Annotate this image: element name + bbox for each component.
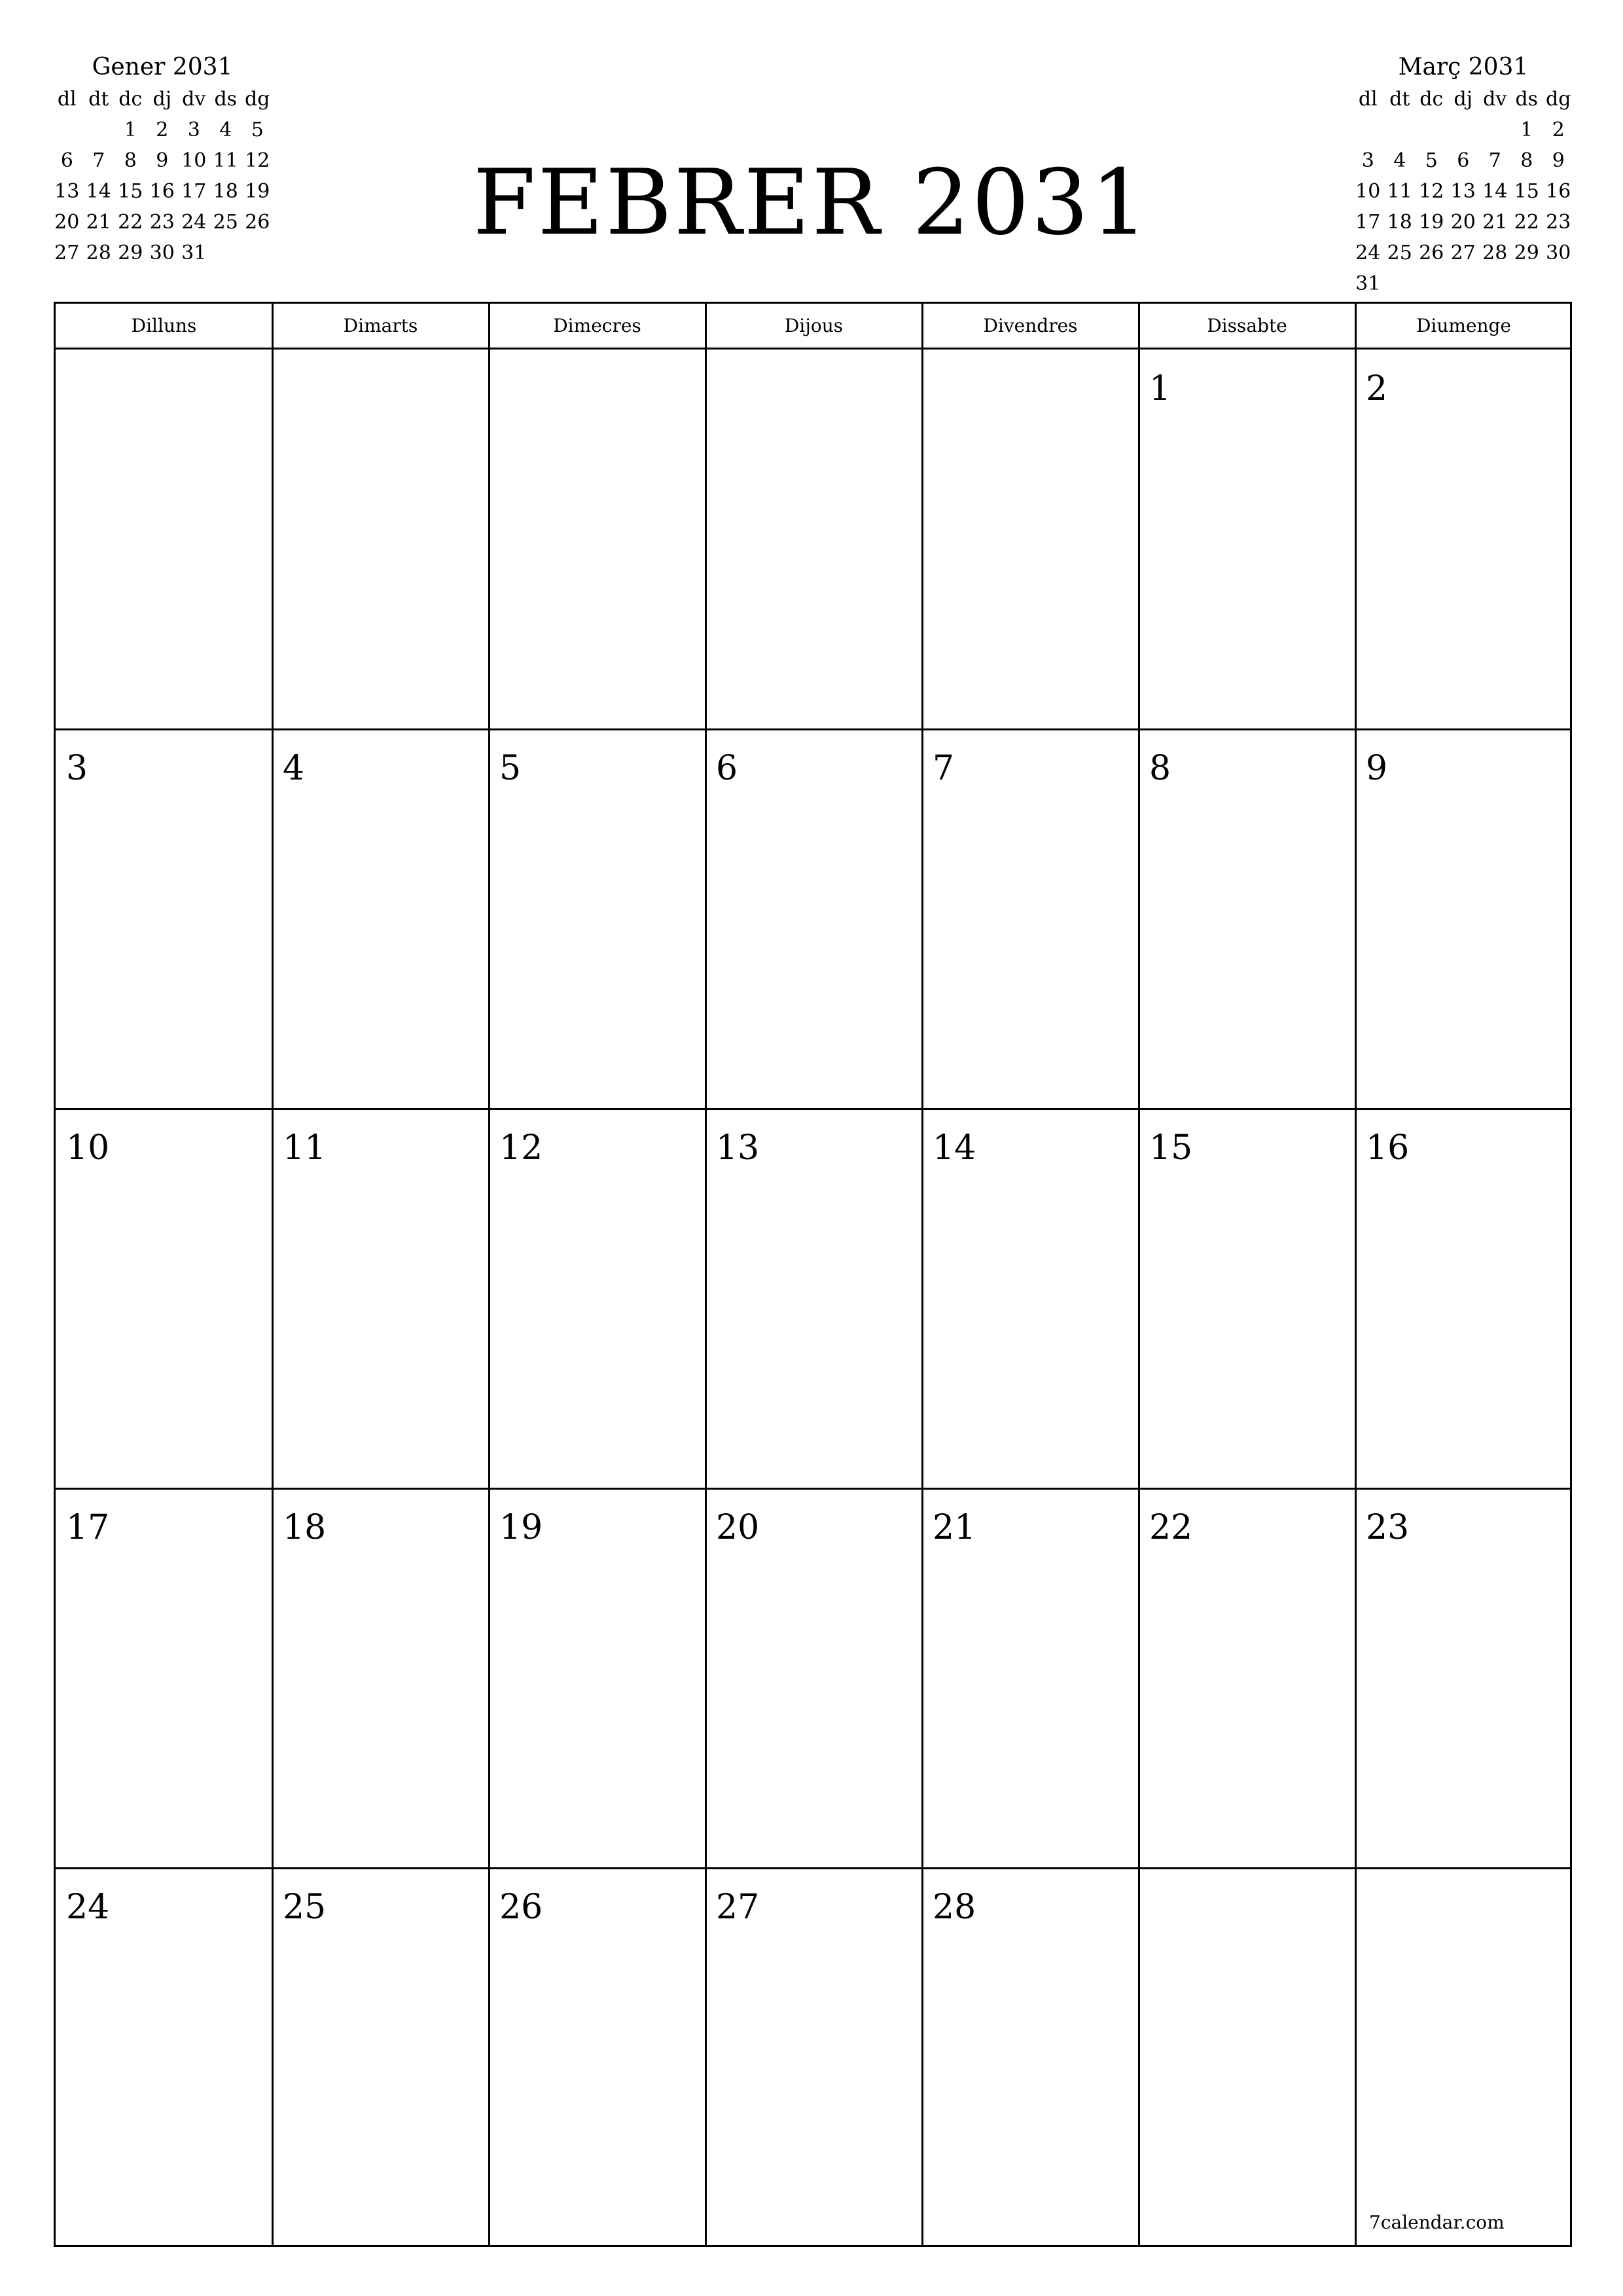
day-number: 16 (1366, 1128, 1410, 1168)
day-cell[interactable] (56, 1868, 272, 2248)
day-cell[interactable] (922, 1109, 1139, 1488)
mini-day: 5 (251, 118, 264, 141)
mini-calendar-title: Març 2031 (1398, 54, 1529, 81)
day-cell[interactable] (922, 1488, 1139, 1868)
mini-day: 18 (213, 180, 238, 203)
mini-weekday-label: dj (1454, 88, 1472, 111)
credit-text: 7calendar.com (1369, 2212, 1505, 2233)
mini-day: 17 (1355, 211, 1381, 234)
mini-day: 3 (187, 118, 200, 141)
mini-day (1511, 268, 1543, 299)
day-cell[interactable] (1139, 729, 1355, 1109)
weekday-header: Dimecres (553, 315, 641, 336)
mini-day (1543, 268, 1575, 299)
day-cell[interactable] (1355, 1109, 1572, 1488)
day-number: 5 (499, 749, 522, 788)
weekday-header: Dijous (784, 315, 844, 336)
day-number: 3 (66, 749, 88, 788)
mini-day: 19 (1419, 211, 1444, 234)
mini-day: 18 (1387, 211, 1412, 234)
mini-day: 13 (1450, 180, 1476, 203)
mini-day: 24 (181, 211, 207, 234)
mini-calendar-title: Gener 2031 (92, 54, 233, 81)
mini-day: 11 (1387, 180, 1412, 203)
mini-day (1416, 115, 1448, 145)
day-number: 4 (283, 749, 305, 788)
day-cell[interactable] (705, 1868, 922, 2248)
mini-day: 16 (149, 180, 175, 203)
weekday-header: Divendres (983, 315, 1078, 336)
day-number: 10 (66, 1128, 110, 1168)
mini-day: 1 (124, 118, 137, 141)
day-cell[interactable] (1139, 350, 1355, 729)
day-number: 26 (499, 1888, 543, 1927)
mini-day: 12 (1419, 180, 1444, 203)
day-cell[interactable] (922, 1868, 1139, 2248)
day-number: 18 (283, 1508, 327, 1547)
day-number: 23 (1366, 1508, 1410, 1547)
mini-day: 23 (1546, 211, 1571, 234)
day-cell[interactable] (1139, 1488, 1355, 1868)
day-cell[interactable] (1355, 350, 1572, 729)
day-number: 22 (1149, 1508, 1193, 1547)
day-number: 7 (933, 749, 955, 788)
day-cell[interactable] (56, 729, 272, 1109)
mini-calendar-grid (1352, 84, 1575, 299)
day-cell[interactable] (489, 1868, 705, 2248)
day-cell[interactable] (272, 1868, 489, 2248)
day-number: 8 (1149, 749, 1171, 788)
day-number: 24 (66, 1888, 110, 1927)
mini-day: 6 (1457, 149, 1470, 172)
mini-day: 9 (1552, 149, 1565, 172)
mini-day: 7 (92, 149, 105, 172)
day-cell[interactable] (705, 729, 922, 1109)
mini-day: 27 (54, 242, 80, 264)
mini-day: 10 (1355, 180, 1381, 203)
mini-day: 8 (1520, 149, 1533, 172)
day-number: 9 (1366, 749, 1388, 788)
mini-weekday-label: dl (57, 88, 77, 111)
mini-weekday-label: dv (1483, 88, 1507, 111)
day-number: 6 (716, 749, 738, 788)
mini-calendar-previous (51, 51, 274, 268)
mini-day: 21 (1482, 211, 1508, 234)
mini-weekday-label: dg (1546, 88, 1571, 111)
mini-day: 26 (245, 211, 270, 234)
mini-day: 29 (1514, 242, 1539, 264)
mini-day: 14 (86, 180, 111, 203)
month-grid (54, 302, 1572, 2247)
day-number: 25 (283, 1888, 327, 1927)
mini-day: 28 (1482, 242, 1508, 264)
day-cell[interactable] (272, 729, 489, 1109)
mini-day: 10 (181, 149, 207, 172)
mini-weekday-label: dt (88, 88, 109, 111)
mini-day: 20 (1450, 211, 1476, 234)
mini-day: 28 (86, 242, 111, 264)
day-cell[interactable] (272, 1109, 489, 1488)
day-number: 12 (499, 1128, 543, 1168)
page-title: FEBRER 2031 (473, 150, 1150, 255)
mini-weekday-label: ds (1515, 88, 1539, 111)
mini-weekday-label: dl (1358, 88, 1378, 111)
day-number: 11 (283, 1128, 327, 1168)
day-cell[interactable] (1139, 1109, 1355, 1488)
mini-day (241, 238, 274, 268)
mini-day: 17 (181, 180, 207, 203)
mini-day (1448, 115, 1480, 145)
day-cell[interactable] (705, 1109, 922, 1488)
mini-day (210, 238, 242, 268)
mini-weekday-label: dc (118, 88, 143, 111)
mini-day (1384, 268, 1416, 299)
mini-day: 14 (1482, 180, 1508, 203)
mini-day: 20 (54, 211, 80, 234)
mini-day: 24 (1355, 242, 1381, 264)
day-number: 21 (933, 1508, 976, 1547)
day-cell[interactable] (1355, 1868, 1572, 2248)
day-cell[interactable] (922, 729, 1139, 1109)
mini-day: 25 (1387, 242, 1412, 264)
mini-day (1479, 268, 1511, 299)
day-cell[interactable] (272, 1488, 489, 1868)
mini-day: 6 (60, 149, 73, 172)
day-cell[interactable] (489, 1109, 705, 1488)
mini-day: 30 (1546, 242, 1571, 264)
mini-day: 15 (1514, 180, 1539, 203)
mini-weekday-label: dc (1419, 88, 1444, 111)
mini-day (83, 115, 115, 145)
mini-day (1352, 115, 1384, 145)
mini-day: 12 (245, 149, 270, 172)
mini-day: 2 (1552, 118, 1565, 141)
mini-day: 27 (1450, 242, 1476, 264)
mini-weekday-label: dj (152, 88, 171, 111)
mini-day: 5 (1425, 149, 1438, 172)
day-number: 17 (66, 1508, 110, 1547)
day-number: 13 (716, 1128, 760, 1168)
mini-weekday-label: dg (245, 88, 270, 111)
mini-day: 1 (1520, 118, 1533, 141)
mini-day: 8 (124, 149, 137, 172)
mini-day (51, 115, 83, 145)
day-cell[interactable] (1355, 1488, 1572, 1868)
mini-day: 2 (156, 118, 169, 141)
mini-day: 16 (1546, 180, 1571, 203)
day-cell[interactable] (489, 1488, 705, 1868)
mini-day (1479, 115, 1511, 145)
mini-weekday-label: ds (214, 88, 238, 111)
day-cell[interactable] (272, 350, 489, 729)
mini-day (1384, 115, 1416, 145)
mini-day: 26 (1419, 242, 1444, 264)
day-number: 28 (933, 1888, 976, 1927)
day-cell[interactable] (1139, 1868, 1355, 2248)
day-number: 2 (1366, 369, 1388, 408)
day-cell[interactable] (922, 350, 1139, 729)
day-cell[interactable] (56, 350, 272, 729)
mini-day: 4 (1393, 149, 1406, 172)
mini-day: 30 (149, 242, 175, 264)
mini-day: 22 (1514, 211, 1539, 234)
day-number: 15 (1149, 1128, 1193, 1168)
weekday-header: Dissabte (1207, 315, 1287, 336)
weekday-header: Dimarts (343, 315, 418, 336)
day-number: 19 (499, 1508, 543, 1547)
mini-weekday-label: dv (182, 88, 206, 111)
mini-day: 23 (149, 211, 175, 234)
day-number: 20 (716, 1508, 760, 1547)
mini-day: 15 (118, 180, 143, 203)
mini-day: 22 (118, 211, 143, 234)
mini-day: 9 (156, 149, 169, 172)
day-cell[interactable] (705, 1488, 922, 1868)
mini-day: 21 (86, 211, 111, 234)
mini-day: 13 (54, 180, 80, 203)
day-number: 1 (1149, 369, 1171, 408)
mini-day: 7 (1488, 149, 1501, 172)
weekday-header: Diumenge (1416, 315, 1512, 336)
mini-calendar-grid (51, 84, 274, 268)
mini-day: 25 (213, 211, 238, 234)
day-number: 14 (933, 1128, 976, 1168)
day-cell[interactable] (705, 350, 922, 729)
day-cell[interactable] (489, 729, 705, 1109)
weekday-header-row (56, 304, 1570, 350)
weekday-header: Dilluns (131, 315, 197, 336)
day-number: 27 (716, 1888, 760, 1927)
mini-day: 4 (219, 118, 232, 141)
mini-day (1416, 268, 1448, 299)
mini-day (1448, 268, 1480, 299)
day-cell[interactable] (489, 350, 705, 729)
mini-weekday-label: dt (1389, 88, 1410, 111)
day-cell[interactable] (1355, 729, 1572, 1109)
mini-calendar-next (1352, 51, 1575, 299)
mini-day: 19 (245, 180, 270, 203)
day-cell[interactable] (56, 1109, 272, 1488)
mini-day: 11 (213, 149, 238, 172)
mini-day: 3 (1361, 149, 1374, 172)
mini-day: 31 (181, 242, 207, 264)
mini-day: 31 (1355, 272, 1381, 295)
mini-day: 29 (118, 242, 143, 264)
day-cell[interactable] (56, 1488, 272, 1868)
